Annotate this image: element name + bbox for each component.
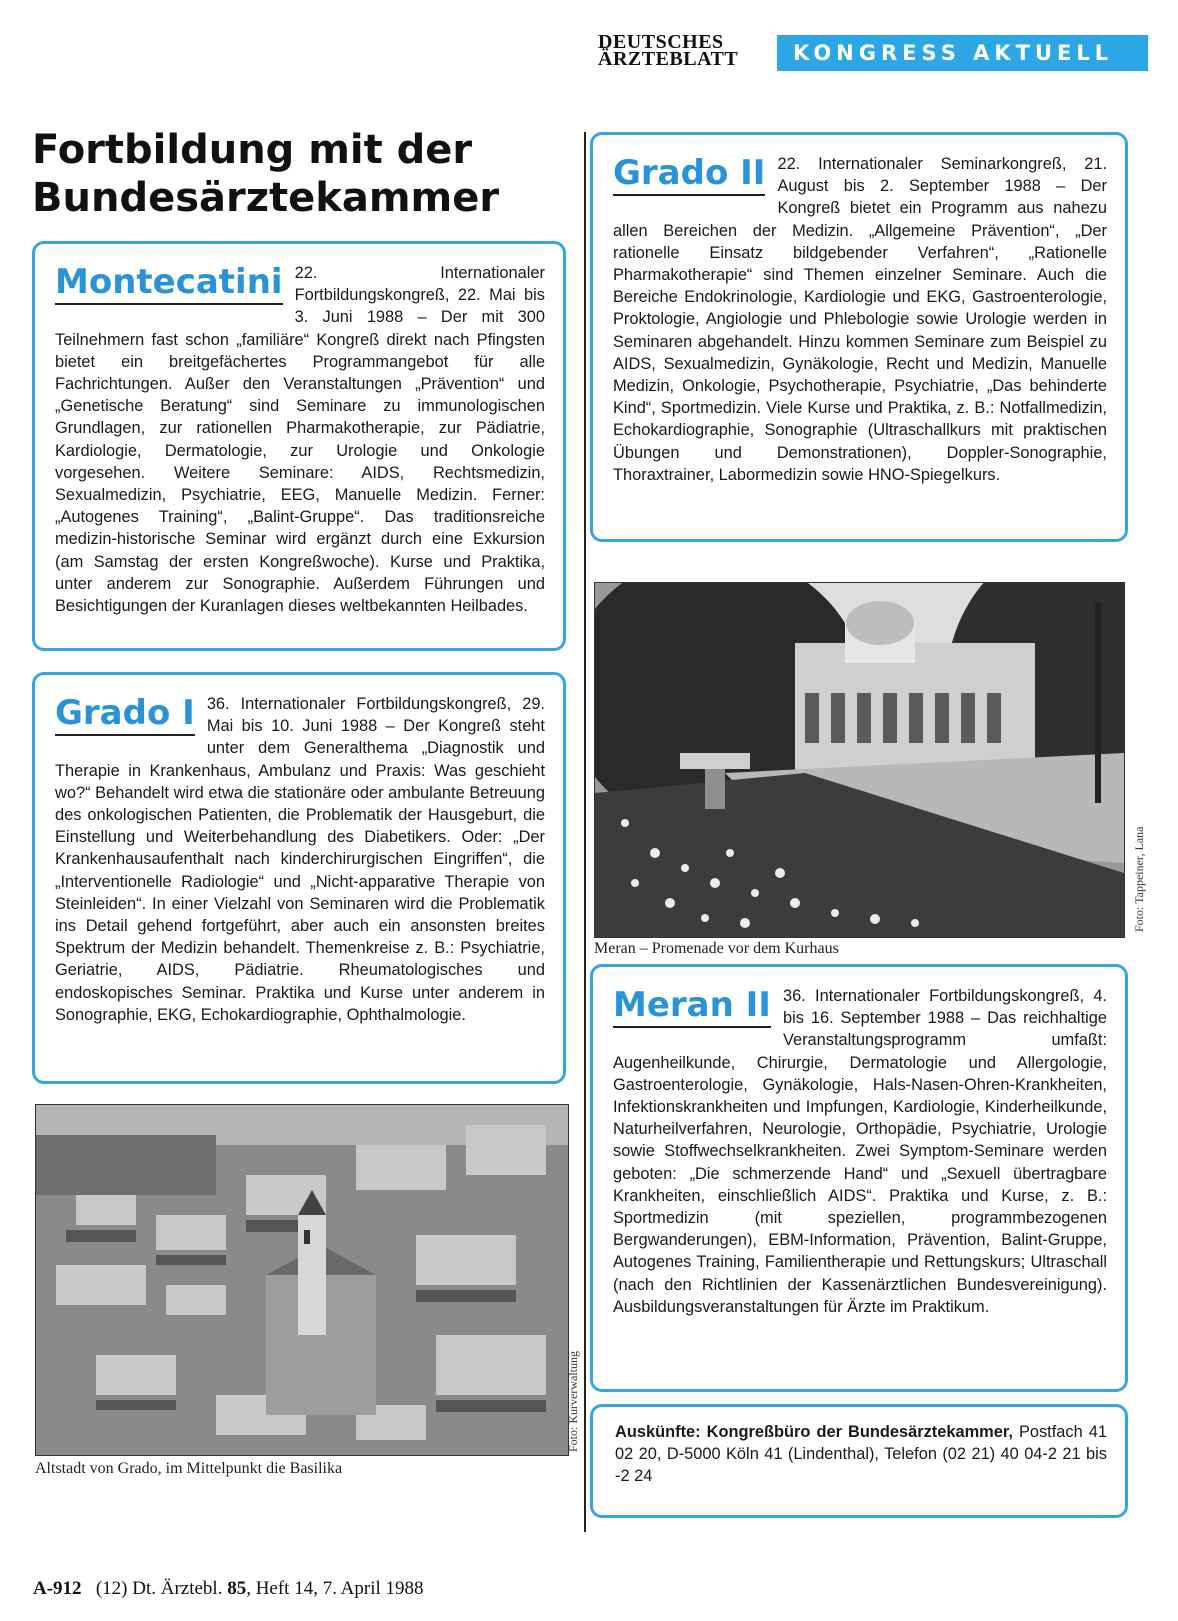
section-banner: KONGRESS AKTUELL <box>777 35 1148 71</box>
article-body-montecatini: 22. Internationaler Fortbildungskongreß, 22. Mai bis 3. Juni 1988 – Der mit 300 Teilnehmern fast schon „familiäre“ Kongreß direkt nach Pfingsten bietet ein breitgefächertes Programmangebot für alle Fachrichtungen. Außer den Veranstaltungen „Prävention“ und „Genetische Beratung“ sind Seminare zu immunologischen Grundlagen, zur rationellen Pharmakotherapie, zur Pädiatrie, Kardiologie, Dermatologie, zur Urologie und Onkologie vorgesehen. Weitere Seminare: AIDS, Rechtsmedizin, Sexualmedizin, Psychiatrie, EEG, Manuelle Medizin. Ferner: „Autogenes Training“, „Balint-Gruppe“. Das traditionsreiche medizin-historische Seminar wird ergänzt durch eine Exkursion (am Samstag der ersten Kongreßwoche). Kurse und Praktika, unter anderem zur Sonographie. Außerdem Führungen und Besichtigungen der Kuranlagen dieses weltbekannten Heilbades. <box>55 264 545 616</box>
article-body-meran-2: 36. Internationaler Fortbildungskongreß, 4. bis 16. September 1988 – Das reichhaltige Veranstaltungsprogramm umfaßt: Augenheilkunde, Chirurgie, Dermatologie und Allergologie, Gastroenterologie, Gynäkologie, Hals-Nasen-Ohren-Krankheiten, Infektionskrankheiten und Impfungen, Kardiologie, Kinderheilkunde, Naturheilverfahren, Neurologie, Orthopädie, Psychiatrie, Urologie sowie Stoffwechselkrankheiten. Zwei Symptom-Seminare werden geboten: „Die schmerzende Hand“ und „Sexuell übertragbare Krankheiten, einschließlich AIDS“. Praktika und Kurse, z. B.: Sportmedizin (mit speziellen, programmbezogenen Bergwanderungen), EBM-Information, Prävention, Balint-Gruppe, Autogenes Training, Familientherapie und Rettungskurs; Ultraschall (nach den Richtlinien der Kassenärztlichen Bundesvereinigung). Ausbildungsveranstaltungen für Ärzte im Praktikum. <box>613 987 1107 1316</box>
photo-credit-grado: Foto: Kurverwaltung <box>566 1351 580 1452</box>
article-heading-meran-2: Meran II <box>613 985 771 1028</box>
info-address: Postfach 41 02 20, D-5000 Köln 41 (Lindenthal), Telefon (02 21) 40 04-2 21 bis -2 24 <box>615 1423 1107 1486</box>
article-body-grado-2: 22. Internationaler Seminarkongreß, 21. August bis 2. September 1988 – Der Kongreß bietet ein Programm aus nahezu allen Bereichen der Medizin. „Allgemeine Prävention“, „Der rationelle Einsatz bildgebender Verfahren“, „Rationelle Pharmakotherapie“ sind Themen einzelner Seminare. Auch die Bereiche Endokrinologie, Kardiologie und EKG, Gastroenterologie, Proktologie, Angiologie und Phlebologie sowie Urologie werden in Seminaren abgehandelt. Hinzu kommen Seminare zum Beispiel zu AIDS, Sexualmedizin, Gynäkologie, Recht und Medizin, Manuelle Medizin, Onkologie, Psychotherapie, Psychiatrie, „Das behinderte Kind“, Sportmedizin. Viele Kurse und Praktika, z. B.: Notfallmedizin, Echokardiographie, Sonographie (Ultraschallkurs mit praktischen Übungen und Demonstrationen), Doppler-Sonographie, Thoraxtrainer, Labormedizin sowie HNO-Spiegelkurs. <box>613 155 1107 484</box>
article-grado-2 <box>590 132 1128 542</box>
article-montecatini <box>32 241 566 651</box>
photo-caption-meran: Meran – Promenade vor dem Kurhaus <box>594 940 839 957</box>
article-heading-grado-1: Grado I <box>55 693 195 736</box>
info-label: Auskünfte: Kongreßbüro der Bundesärztekammer, <box>615 1423 1013 1441</box>
photo-grado-aerial <box>35 1104 569 1456</box>
journal-issue: , Heft 14, 7. April 1988 <box>246 1578 424 1599</box>
promenade-image <box>595 583 1124 937</box>
masthead-line-1: DEUTSCHES <box>598 31 724 53</box>
masthead-line-2: ÄRZTEBLATT <box>598 48 739 70</box>
page-footer <box>33 1578 424 1600</box>
column-divider <box>584 132 586 1532</box>
article-heading-grado-2: Grado II <box>613 153 765 196</box>
article-grado-1 <box>32 672 566 1084</box>
journal-reference: (12) Dt. Ärztebl. <box>95 1578 223 1599</box>
photo-credit-meran: Foto: Tappeiner, Lana <box>1132 826 1146 932</box>
journal-volume: 85 <box>227 1578 247 1599</box>
page-number: A-912 <box>33 1578 82 1599</box>
photo-caption-grado: Altstadt von Grado, im Mittelpunkt die Basilika <box>35 1460 343 1477</box>
info-box <box>590 1404 1128 1518</box>
aerial-town-image <box>36 1105 568 1455</box>
article-body-grado-1: 36. Internationaler Fortbildungskongreß, 29. Mai bis 10. Juni 1988 – Der Kongreß steht unter dem Generalthema „Diagnostik und Therapie in Krankenhaus, Ambulanz und Praxis: Was geschieht wo?“ Behandelt wird etwa die stationäre oder ambulante Betreuung des onkologischen Patienten, die Problematik der Hausgeburt, die Einstellung und Weiterbehandlung des Diabetikers. Oder: „Der Krankenhausaufenthalt nach kinderchirurgischen Eingriffen“, die „Interventionelle Radiologie“ und „Nicht-apparative Therapie von Steinleiden“. In einer Vielzahl von Seminaren wird die Problematik ins Detail gehend fortgeführt, aber auch ein ansonsten breites Spektrum der Medizin behandelt. Themenkreise z. B.: Psychiatrie, Geriatrie, AIDS, Pädiatrie. Rheumatologisches und endoskopisches Seminar. Praktika und Kurse unter anderem in Sonographie, EKG, Echokardiographie, Ophthalmologie. <box>55 695 545 1024</box>
page-title-line-2: Bundesärztekammer <box>32 175 500 221</box>
masthead-logo <box>598 31 739 70</box>
photo-meran-promenade <box>594 582 1125 938</box>
page-title <box>32 126 572 222</box>
article-meran-2 <box>590 964 1128 1392</box>
article-heading-montecatini: Montecatini <box>55 262 283 305</box>
page-title-line-1: Fortbildung mit der <box>32 127 473 173</box>
